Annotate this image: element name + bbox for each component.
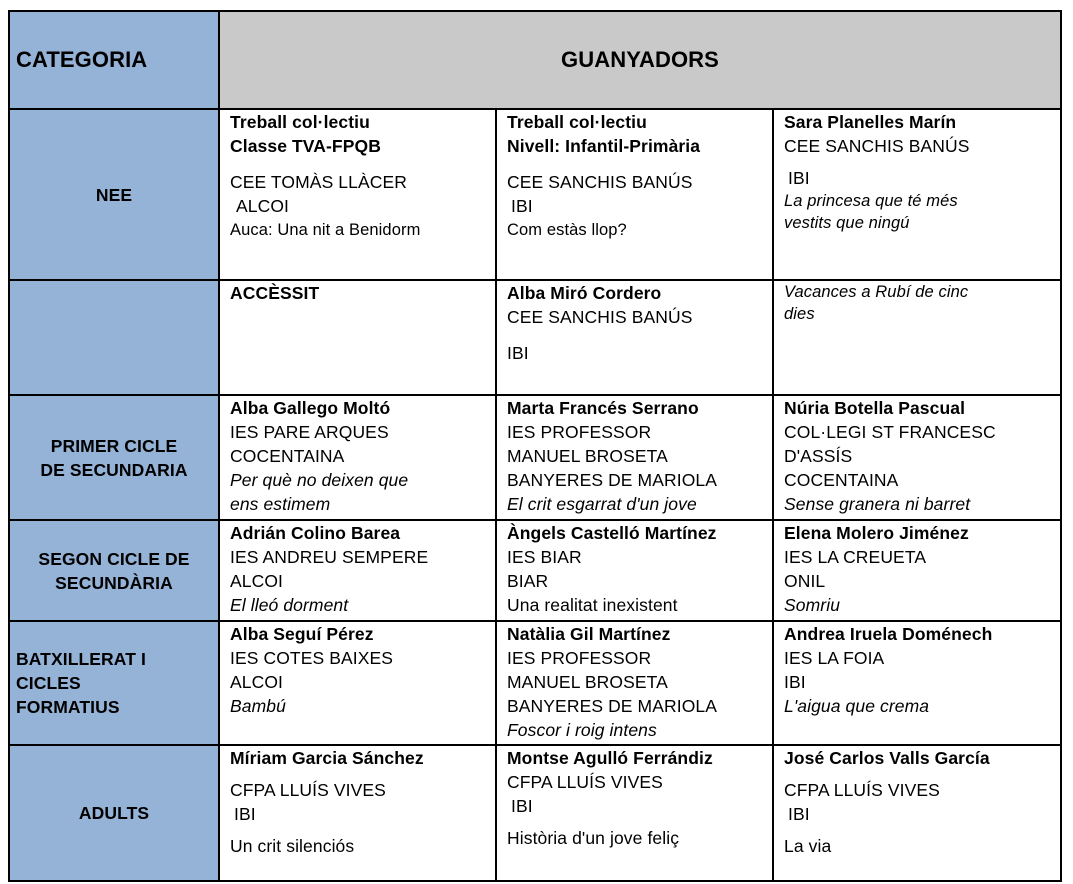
town-name: COCENTAINA	[230, 446, 345, 466]
school-name: IES LA CREUETA	[784, 547, 927, 567]
winner-name: Montse Agulló Ferrándiz	[507, 748, 713, 768]
school-name: IES PARE ARQUES	[230, 422, 389, 442]
winner-name: Alba Seguí Pérez	[230, 624, 374, 644]
work-title: L'aigua que crema	[784, 696, 930, 716]
category-label: ADULTS	[78, 803, 150, 823]
category-label: DE SECUNDARIA	[40, 459, 188, 480]
town-name: COCENTAINA	[784, 470, 899, 490]
town-name: BIAR	[507, 571, 549, 591]
table-row	[9, 745, 1061, 881]
work-title: Com estàs llop?	[507, 221, 627, 239]
work-title: Bambú	[230, 696, 286, 716]
school-name: CEE SANCHIS BANÚS	[507, 172, 693, 192]
town-name: IBI	[507, 343, 529, 363]
winner-cell	[773, 395, 1061, 520]
winner-name: Àngels Castelló Martínez	[507, 523, 717, 543]
winner-name: Alba Miró Cordero	[507, 283, 662, 303]
winner-cell	[496, 280, 773, 395]
work-title-line: La princesa que té més	[784, 192, 958, 210]
category-header: CATEGORIA	[9, 11, 219, 109]
work-title: El crit esgarrat d'un jove	[507, 494, 697, 514]
winner-cell	[773, 745, 1061, 881]
winner-name: Natàlia Gil Martínez	[507, 624, 671, 644]
winner-cell	[219, 520, 496, 621]
winner-cell	[773, 520, 1061, 621]
school-name: IES ANDREU SEMPERE	[230, 547, 429, 567]
school-name: IES COTES BAIXES	[230, 648, 394, 668]
table-row	[9, 395, 1061, 520]
school-name: CFPA LLUÍS VIVES	[230, 780, 386, 800]
town-name: ALCOI	[236, 196, 290, 216]
winner-name: Núria Botella Pascual	[784, 398, 966, 418]
work-title: La via	[784, 836, 832, 856]
winner-name: José Carlos Valls García	[784, 748, 990, 768]
winner-cell	[496, 109, 773, 280]
category-cell	[9, 520, 219, 621]
town-name: IBI	[784, 672, 806, 692]
town-name: IBI	[788, 168, 810, 188]
winner-cell	[496, 745, 773, 881]
school-name: CFPA LLUÍS VIVES	[507, 772, 663, 792]
table-row	[9, 520, 1061, 621]
work-title-line: vestits que ningú	[784, 214, 910, 232]
winner-cell	[496, 395, 773, 520]
winner-cell	[219, 745, 496, 881]
school-name: IES PROFESSOR	[507, 422, 652, 442]
school-name: CEE SANCHIS BANÚS	[507, 307, 693, 327]
table-row	[9, 109, 1061, 280]
work-title: Una realitat inexistent	[507, 595, 678, 615]
winner-cell	[773, 280, 1061, 395]
work-title: El lleó dorment	[230, 595, 349, 615]
entry-group: Nivell: Infantil-Primària	[507, 136, 701, 156]
school-name: CEE TOMÀS LLÀCER	[230, 172, 407, 192]
school-name: D'ASSÍS	[784, 446, 853, 466]
table-row	[9, 280, 1061, 395]
winner-cell	[496, 520, 773, 621]
work-title: Auca: Una nit a Benidorm	[230, 221, 421, 239]
town-name: ONIL	[784, 571, 826, 591]
town-name: IBI	[511, 196, 533, 216]
category-cell	[9, 109, 219, 280]
winner-name: Marta Francés Serrano	[507, 398, 699, 418]
town-name: IBI	[234, 804, 256, 824]
winner-name: Alba Gallego Moltó	[230, 398, 391, 418]
category-cell	[9, 280, 219, 395]
entry-title: Treball col·lectiu	[230, 112, 370, 132]
school-name: IES LA FOIA	[784, 648, 885, 668]
school-name: CFPA LLUÍS VIVES	[784, 780, 940, 800]
table-row	[9, 621, 1061, 745]
category-label: PRIMER CICLE	[50, 435, 178, 456]
town-name: BANYERES DE MARIOLA	[507, 470, 718, 490]
school-name: CEE SANCHIS BANÚS	[784, 136, 970, 156]
work-title: Foscor i roig intens	[507, 720, 657, 740]
work-title-line: Per què no deixen que	[230, 470, 409, 490]
work-title: Somriu	[784, 595, 841, 615]
school-name: IES BIAR	[507, 547, 582, 567]
category-label: BATXILLERAT I	[16, 649, 146, 669]
school-name: COL·LEGI ST FRANCESC	[784, 422, 996, 442]
town-name: ALCOI	[230, 672, 284, 692]
accessit-label: ACCÈSSIT	[230, 283, 320, 303]
winner-cell	[219, 395, 496, 520]
work-title-line: dies	[784, 305, 815, 323]
town-name: IBI	[788, 804, 810, 824]
town-name: ALCOI	[230, 571, 284, 591]
category-cell	[9, 395, 219, 520]
winner-cell	[219, 109, 496, 280]
category-cell	[9, 745, 219, 881]
entry-group: Classe TVA-FPQB	[230, 136, 381, 156]
category-label: CICLES	[16, 673, 81, 693]
winner-name: Andrea Iruela Doménech	[784, 624, 993, 644]
work-title: Un crit silenciós	[230, 836, 355, 856]
category-cell	[9, 621, 219, 745]
work-title-line: ens estimem	[230, 494, 331, 514]
winner-cell	[773, 621, 1061, 745]
town-name: BANYERES DE MARIOLA	[507, 696, 718, 716]
school-name: MANUEL BROSETA	[507, 446, 668, 466]
school-name: IES PROFESSOR	[507, 648, 652, 668]
category-label: SEGON CICLE DE	[38, 548, 190, 569]
winner-name: Adrián Colino Barea	[230, 523, 401, 543]
category-label: NEE	[95, 184, 133, 205]
work-title-line: Vacances a Rubí de cinc	[784, 283, 969, 301]
entry-title: Treball col·lectiu	[507, 112, 647, 132]
winners-table	[8, 10, 1062, 882]
winner-cell	[219, 621, 496, 745]
winner-cell	[496, 621, 773, 745]
category-label: FORMATIUS	[16, 697, 120, 717]
winner-name: Míriam Garcia Sánchez	[230, 748, 424, 768]
winners-header: GUANYADORS	[219, 11, 1061, 109]
winner-cell	[773, 109, 1061, 280]
winner-cell	[219, 280, 496, 395]
winner-name: Elena Molero Jiménez	[784, 523, 969, 543]
town-name: IBI	[511, 796, 533, 816]
work-title: Història d'un jove feliç	[507, 828, 680, 848]
category-label: SECUNDÀRIA	[55, 572, 173, 593]
school-name: MANUEL BROSETA	[507, 672, 668, 692]
header-row	[9, 11, 1061, 109]
winner-name: Sara Planelles Marín	[784, 112, 957, 132]
work-title: Sense granera ni barret	[784, 494, 971, 514]
